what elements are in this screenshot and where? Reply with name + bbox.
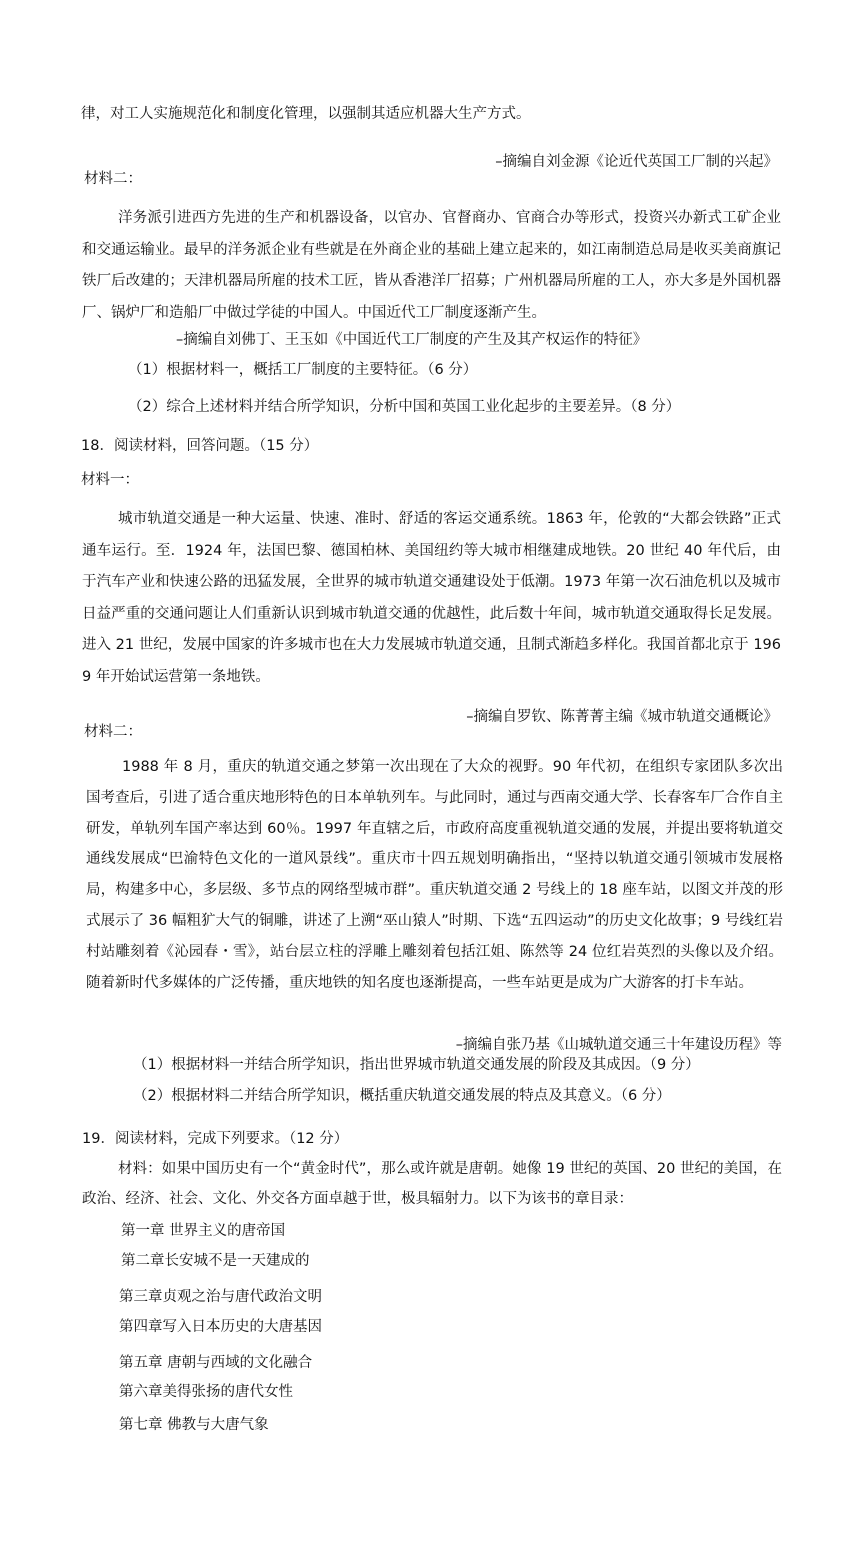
chapter-item: 第四章写入日本历史的大唐基因 <box>119 1319 322 1335</box>
material-two-paragraph: 洋务派引进西方先进的生产和机器设备，以官办、官督商办、官商合办等形式，投资兴办新式工矿企业和交通运输业。最早的洋务派企业有些就是在外商企业的基础上建立起来的，如江南制造总局是收买美商旗记铁厂后改建的；天津机器局所雇的技术工匠，皆从香港洋厂招募；广州机器局所雇的工人，亦大多是外国机器厂、锅炉厂和造船厂中做过学徒的中国人。中国近代工厂制度逐渐产生。 <box>82 210 781 321</box>
source-citation-2: –摘编自刘佛丁、王玉如《中国近代工厂制度的产生及其产权运作的特征》 <box>176 332 648 348</box>
question-17-2: （2）综合上述材料并结合所学知识，分析中国和英国工业化起步的主要差异。（8 分） <box>128 399 681 415</box>
question-18-heading: 18．阅读材料，回答问题。（15 分） <box>81 438 319 454</box>
source-citation-4: –摘编自张乃基《山城轨道交通三十年建设历程》等 <box>455 1036 782 1053</box>
material-one-label: 材料一： <box>81 472 139 488</box>
material-18-2-paragraph: 1988 年 8 月，重庆的轨道交通之梦第一次出现在了大众的视野。90 年代初，在组织专家团队多次出国考查后，引进了适合重庆地形特色的日本单轨列车。与此同时，通过与西南交通大学、长春客车厂合作自主研发，单轨列车国产率达到 60％。1997 年直辖之后，市政府高度重视轨道交通的发展，并提出要将轨道交通线发展成“巴渝特色文化的一道风景线”。重庆市十四五规划明确指出，“坚持以轨道交通引领城市发展格局，构建多中心，多层级、多节点的网络型城市群”。重庆轨道交通 2 号线上的 18 座车站，以图文并茂的形式展示了 36 幅粗犷大气的铜雕，讲述了上溯“巫山猿人”时期、下选“五四运动”的历史文化故事；9 号线红岩村站雕刻着《沁园春・雪》，站台层立柱的浮雕上雕刻着包括江姐、陈然等 24 位红岩英烈的头像以及介绍。随着新时代多媒体的广泛传播，重庆地铁的知名度也逐渐提高，一些车站更是成为广大游客的打卡车站。 <box>86 759 783 991</box>
continuation-line: 律，对工人实施规范化和制度化管理，以强制其适应机器大生产方式。 <box>81 106 531 122</box>
question-19-heading: 19．阅读材料，完成下列要求。（12 分） <box>82 1131 349 1147</box>
chapter-item: 第六章美得张扬的唐代女性 <box>119 1384 293 1400</box>
source-citation-3: –摘编自罗钦、陈菁菁主编《城市轨道交通概论》 <box>466 708 778 725</box>
chapter-item: 第五章 唐朝与西域的文化融合 <box>119 1355 313 1371</box>
material-18-1-paragraph: 城市轨道交通是一种大运量、快速、准时、舒适的客运交通系统。1863 年，伦敦的“大都会铁路”正式通车运行。至．1924 年，法国巴黎、德国柏林、美国纽约等大城市相继建成地铁。20 世纪 40 年代后，由于汽车产业和快速公路的迅猛发展，全世界的城市轨道交通建设处于低潮。1973 年第一次石油危机以及城市日益严重的交通问题让人们重新认识到城市轨道交通的优越性，此后数十年间，城市轨道交通取得长足发展。进入 21 世纪，发展中国家的许多城市也在大力发展城市轨道交通，且制式渐趋多样化。我国首都北京于 1969 年开始试运营第一条地铁。 <box>82 511 781 685</box>
chapter-item: 第二章长安城不是一天建成的 <box>121 1253 310 1269</box>
question-18-1: （1）根据材料一并结合所学知识，指出世界城市轨道交通发展的阶段及其成因。（9 分） <box>133 1057 700 1073</box>
chapter-item: 第一章 世界主义的唐帝国 <box>121 1223 286 1239</box>
question-17-1: （1）根据材料一，概括工厂制度的主要特征。（6 分） <box>128 362 478 378</box>
chapter-item: 第三章贞观之治与唐代政治文明 <box>119 1289 322 1305</box>
source-citation-1: –摘编自刘金源《论近代英国工厂制的兴起》 <box>495 153 778 170</box>
material-two-label: 材料二： <box>84 171 142 187</box>
chapter-item: 第七章 佛教与大唐气象 <box>119 1417 269 1433</box>
question-18-2: （2）根据材料二并结合所学知识，概括重庆轨道交通发展的特点及其意义。（6 分） <box>133 1088 671 1104</box>
material-18-2-label: 材料二： <box>84 724 142 740</box>
material-19-paragraph: 材料：如果中国历史有一个“黄金时代”，那么或许就是唐朝。她像 19 世纪的英国、20 世纪的美国，在政治、经济、社会、文化、外交各方面卓越于世，极具辐射力。以下为该书的章目录： <box>82 1161 782 1207</box>
